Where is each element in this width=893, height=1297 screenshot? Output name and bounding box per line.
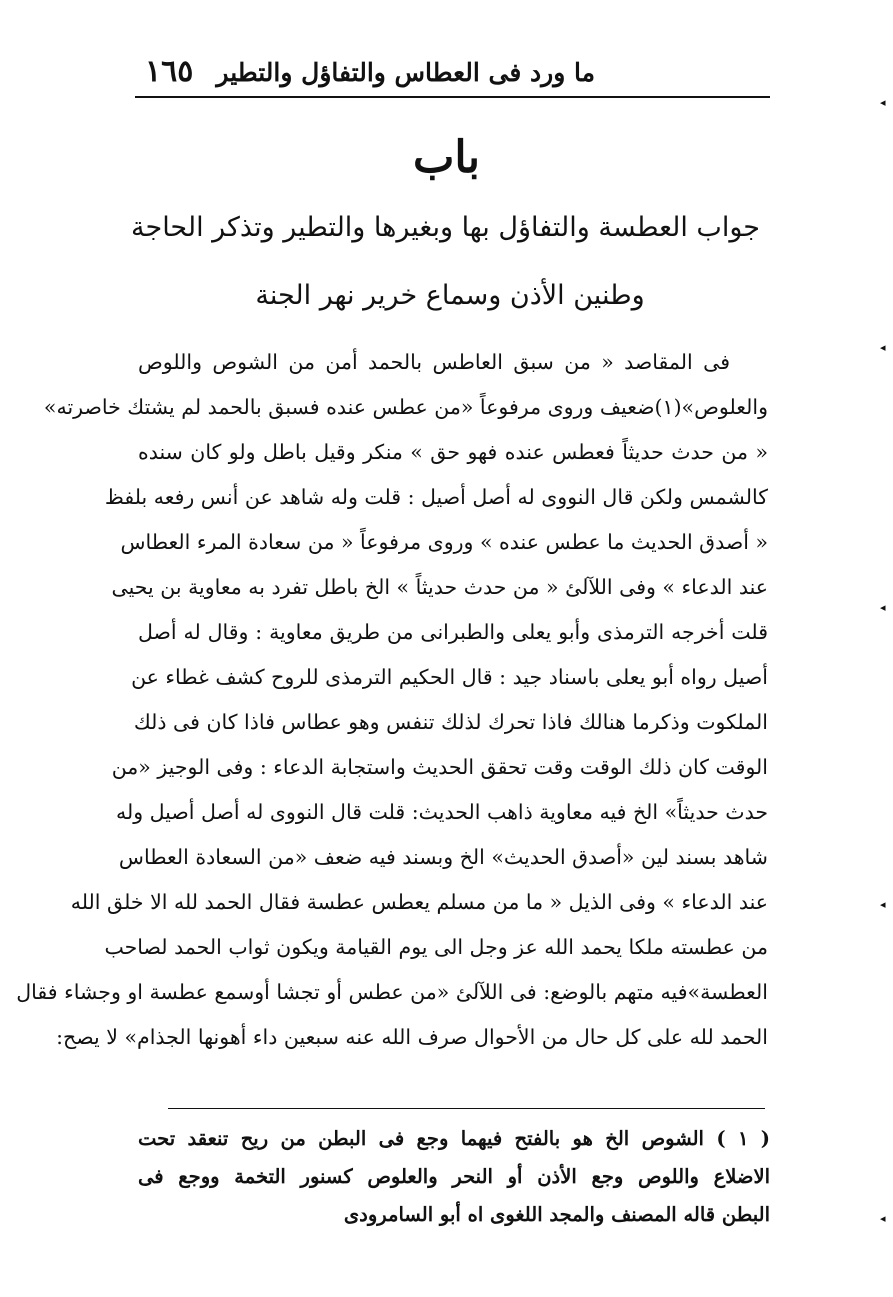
body-line: شاهد بسند لين «أصدق الحديث» الخ وبسند فيه ضعف «من السعادة العطاس (118, 845, 768, 869)
body-line: أصيل رواه أبو يعلى باسناد جيد : قال الحكيم الترمذى للروح كشف غطاء عن (131, 665, 768, 689)
body-line: عند الدعاء » وفى الذيل « ما من مسلم يعطس عطسة فقال الحمد لله الا خلق الله (70, 890, 768, 914)
chapter-title: باب (412, 132, 481, 183)
body-line: « من حدث حديثاً فعطس عنده فهو حق » منكر وقيل باطل ولو كان سنده (138, 440, 768, 464)
margin-tick-mark: ◂ (880, 898, 886, 911)
body-line: الحمد لله على كل حال من الأحوال صرف الله عنه سبعين داء أهونها الجذام» لا يصح: (56, 1025, 768, 1049)
page-header (135, 50, 770, 98)
margin-tick-mark: ◂ (880, 96, 886, 109)
page-number: ١٦٥ (145, 54, 194, 89)
running-title: ما ورد فى العطاس والتفاؤل والتطير (216, 58, 595, 87)
body-line: الملكوت وذكرما هنالك فاذا تحرك لذلك تنفس وهو عطاس فاذا كان فى ذلك (133, 710, 768, 734)
footnote-line: البطن قاله المصنف والمجد اللغوى اه أبو السامرودى (343, 1203, 770, 1226)
footnote-line: ( ١ ) الشوص الخ هو بالفتح فيهما وجع فى البطن من ريح تنعقد تحت (138, 1127, 771, 1150)
body-text (16, 340, 768, 1060)
body-line: حدث حديثاً» الخ فيه معاوية ذاهب الحديث: قلت قال النووى له أصل أصيل وله (116, 800, 768, 824)
body-line: كالشمس ولكن قال النووى له أصل أصيل : قلت وله شاهد عن أنس رفعه بلفظ (104, 485, 768, 509)
body-line: قلت أخرجه الترمذى وأبو يعلى والطبرانى من طريق معاوية : وقال له أصل (138, 620, 768, 644)
body-line: والعلوص»(١)ضعيف وروى مرفوعاً «من عطس عنده فسبق بالحمد لم يشتك خاصرته» (43, 395, 768, 419)
margin-tick-mark: ◂ (880, 601, 886, 614)
body-line: عند الدعاء » وفى اللآلئ « من حدث حديثاً » الخ باطل تفرد به معاوية بن يحيى (111, 575, 768, 599)
body-line: الوقت كان ذلك الوقت وقت تحقق الحديث واستجابة الدعاء : وفى الوجيز «من (111, 755, 768, 779)
chapter-subtitle-line-2: وطنين الأذن وسماع خرير نهر الجنة (255, 280, 645, 311)
footnote-divider (168, 1108, 765, 1109)
footnote-line: الاضلاع واللوص وجع الأذن أو النحر والعلوص كسنور التخمة ووجع فى (138, 1165, 770, 1188)
footnotes (138, 1120, 770, 1234)
margin-tick-mark: ◂ (880, 341, 886, 354)
body-line: من عطسته ملكا يحمد الله عز وجل الى يوم القيامة ويكون ثواب الحمد لصاحب (104, 935, 768, 959)
margin-tick-mark: ◂ (880, 1212, 886, 1225)
body-line: فى المقاصد « من سبق العاطس بالحمد أمن من الشوص واللوص (138, 350, 730, 374)
chapter-subtitle-line-1: جواب العطسة والتفاؤل بها وبغيرها والتطير وتذكر الحاجة (131, 212, 760, 243)
body-line: « أصدق الحديث ما عطس عنده » وروى مرفوعاً « من سعادة المرء العطاس (120, 530, 768, 554)
body-line: العطسة»فيه متهم بالوضع: فى اللآلئ «من عطس أو تجشا أوسمع عطسة او وجشاء فقال (16, 980, 768, 1004)
